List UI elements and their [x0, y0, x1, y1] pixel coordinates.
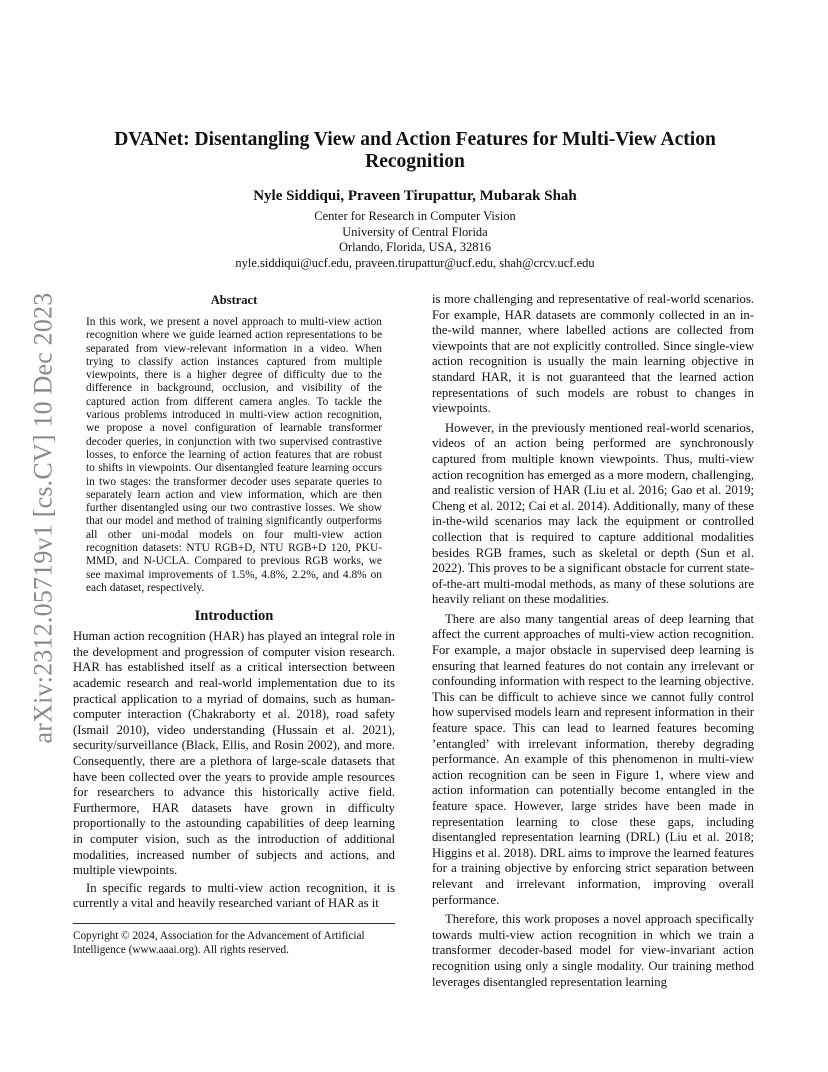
affiliation-line: Center for Research in Computer Vision: [314, 209, 516, 223]
body-paragraph: There are also many tangential areas of deep learning that affect the current approaches of multi-view action recognition. For example, a major obstacle in supervised deep learning is ensuring that learned features do not contain any irrelevant or confounding information with respect to the learning objective. This can be difficult to achieve since we cannot fully control how supervised models learn and represent information in their feature space. This can lead to learned features becoming ’entangled’ with irrelevant information, thereby degrading performance. An example of this phenomenon in multi-view action recognition can be seen in Figure 1, where view and action information can potentially become entangled in the feature space. However, large strides have been made in representation learning to close these gaps, including disentangled representation learning (DRL) (Liu et al. 2018; Higgins et al. 2018). DRL aims to improve the learned features for a training objective by enforcing strict separation between relevant and irrelevant information, improving overall performance.: [432, 611, 754, 907]
right-column: [432, 292, 754, 992]
abstract-heading: Abstract: [210, 293, 258, 307]
body-paragraph: However, in the previously mentioned real-world scenarios, videos of an action being performed are synchronously captured from multiple known viewpoints. Thus, multi-view action recognition has emerged as a more modern, challenging, and realistic version of HAR (Liu et al. 2016; Gao et al. 2019; Cheng et al. 2012; Cai et al. 2014). Additionally, many of these in-the-wild scenarios may lack the equipment or controlled collection that is required to capture additional modalities besides RGB frames, such as skeletal or depth (Sun et al. 2022). This proves to be a significant obstacle for current state-of-the-art multi-modal methods, as many of these solutions are heavily reliant on these modalities.: [432, 420, 754, 607]
body-paragraph: In specific regards to multi-view action recognition, it is currently a vital and heavily researched variant of HAR as it: [73, 880, 395, 911]
abstract-text: In this work, we present a novel approach to multi-view action recognition where we guide learned action representations to be separated from view-relevant information in a video. When trying to classify action instances captured from multiple viewpoints, there is a higher degree of difficulty due to the difference in background, occlusion, and visibility of the captured action from different camera angles. To tackle the various problems introduced in multi-view action recognition, we propose a novel configuration of learnable transformer decoder queries, in conjunction with two supervised contrastive losses, to enforce the learning of action features that are robust to shifts in viewpoints. Our disentangled feature learning occurs in two stages: the transformer decoder uses separate queries to separately learn action and view information, which are then further disentangled using our two contrastive losses. We show that our model and method of training significantly outperforms all other uni-modal models on four multi-view action recognition datasets: NTU RGB+D, NTU RGB+D 120, PKU-MMD, and N-UCLA. Compared to previous RGB works, we see maximal improvements of 1.5%, 4.8%, 2.2%, and 4.8% on each dataset, respectively.: [86, 316, 382, 594]
body-paragraph: Human action recognition (HAR) has played an integral role in the development and progression of computer vision research. HAR has established itself as a critical intersection between academic research and real-world implementation due to its practical application to a myriad of domains, such as human-computer interaction (Chakraborty et al. 2018), road safety (Ismail 2010), video understanding (Hussain et al. 2021), security/surveillance (Black, Ellis, and Rosin 2002), and more. Consequently, there are a plethora of large-scale datasets that have been collected over the years to provide ample resources for researchers to advance this historically active field. Furthermore, HAR datasets have grown in difficulty proportionally to the astounding capabilities of deep learning in computer vision, such as the introduction of additional modalities, increased number of subjects and actions, and multiple viewpoints.: [73, 629, 395, 878]
affiliation-line: University of Central Florida: [342, 224, 488, 239]
copyright-footnote: Copyright © 2024, Association for the Advancement of Artificial Intelligence (www.aaai.org). All rights reserved.: [73, 923, 395, 957]
affiliation-line: Orlando, Florida, USA, 32816: [338, 240, 492, 254]
arxiv-sidebar: [22, 283, 64, 753]
paper-title: DVANet: Disentangling View and Action Features for Multi-View Action Recognition: [114, 129, 716, 172]
affiliation-block: [90, 209, 740, 271]
paper-authors: Nyle Siddiqui, Praveen Tirupattur, Mubarak Shah: [253, 188, 577, 204]
introduction-heading: Introduction: [194, 608, 274, 625]
author-emails: nyle.siddiqui@ucf.edu, praveen.tirupattur@ucf.edu, shah@crcv.ucf.edu: [235, 255, 595, 270]
left-column: [73, 290, 395, 914]
arxiv-identifier: arXiv:2312.05719v1 [cs.CV] 10 Dec 2023: [28, 292, 58, 744]
body-paragraph: Therefore, this work proposes a novel approach specifically towards multi-view action recognition in which we train a transformer decoder-based model for view-invariant action recognition using only a single modality. Our training method leverages disentangled representation learning: [432, 912, 754, 989]
body-paragraph: is more challenging and representative of real-world scenarios. For example, HAR datasets are commonly collected in an in-the-wild manner, where labelled actions are collected from viewpoints that are not explicitly controlled. Since single-view action recognition is usually the main learning objective in standard HAR, it is not guaranteed that the learned action representations of such models are robust to changes in viewpoints.: [432, 292, 754, 416]
